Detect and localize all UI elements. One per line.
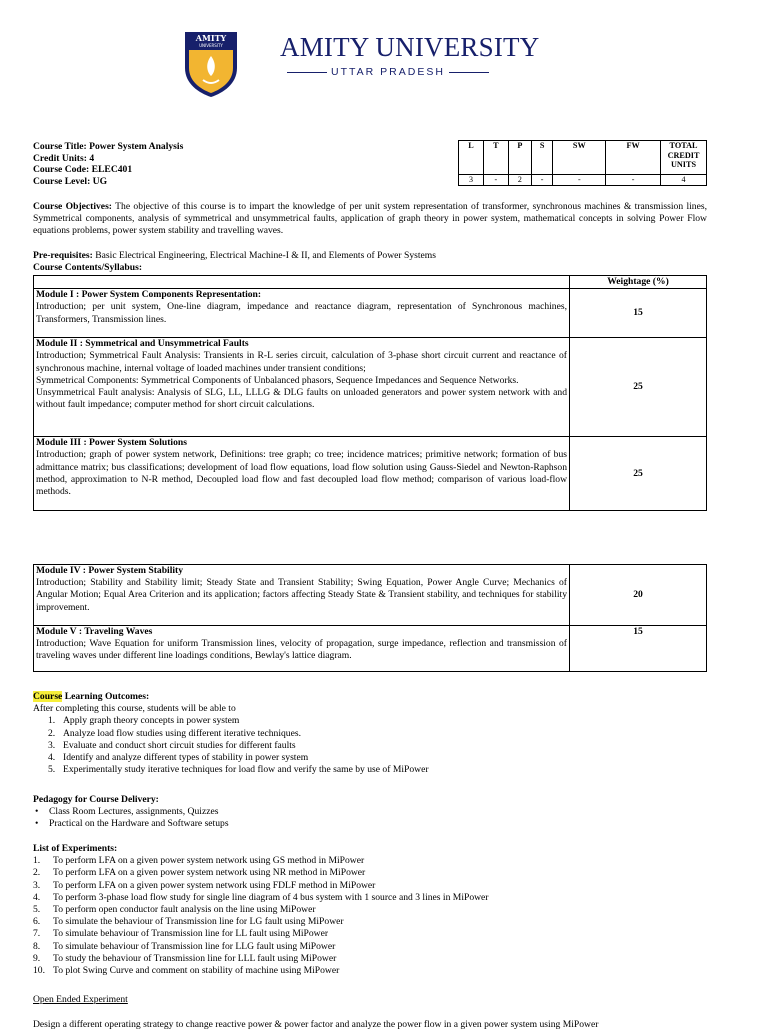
list-item: 10. To plot Swing Curve and comment on stability of machine using MiPower xyxy=(33,965,340,977)
ltp-header: P xyxy=(508,141,531,175)
module-weight: 25 xyxy=(570,338,707,437)
ltp-header: TOTAL CREDIT UNITS xyxy=(661,141,707,175)
module-row xyxy=(34,565,707,626)
list-item: • Practical on the Hardware and Software setups xyxy=(35,818,229,830)
list-item: 8. To simulate behaviour of Transmission line for LLG fault using MiPower xyxy=(33,940,336,952)
open-ended-text: Design a different operating strategy to change reactive power & power factor and analyze the power flow in a given power system using MiPower xyxy=(33,1019,599,1030)
experiments-label: List of Experiments: xyxy=(33,843,118,854)
outcomes-list xyxy=(33,715,707,776)
module-weight: 20 xyxy=(570,565,707,626)
module-body: Symmetrical Components: Symmetrical Components of Unbalanced phasors, Sequence Impedances and Sequence Networks. xyxy=(36,374,519,386)
course-title: Course Title: Power System Analysis xyxy=(33,141,184,152)
module-body: Introduction; Symmetrical Fault Analysis: Transients in R-L series circuit, calculation of 3-phase short circuit current and reactance of synchronous machine, internal voltage of loaded machines under transient conditions; xyxy=(36,350,567,374)
prereq-text: Basic Electrical Engineering, Electrical Machine-I & II, and Elements of Power Systems xyxy=(92,250,436,261)
list-item: 2. Analyze load flow studies using different iterative techniques. xyxy=(48,727,301,739)
module-body: Introduction; graph of power system network, Definitions: tree graph; co tree; incidence matrices; primitive network; formation of bus admittance matrix; bus classifications; development of load flow equations, load flow solution using Gauss-Siedel and Newton-Raphson method, approximation to N-R method, Decoupled load flow and fast decoupled load flow method; comparison of various load-flow methods. xyxy=(36,449,567,498)
brand-subtitle xyxy=(283,66,493,78)
module-title: Module V : Traveling Waves xyxy=(36,626,153,637)
ltp-table xyxy=(458,140,707,186)
learning-outcomes xyxy=(33,691,707,776)
list-item: 5. To perform open conductor fault analysis on the line using MiPower xyxy=(33,904,316,916)
objectives-label: Course Objectives: xyxy=(33,201,112,212)
list-item: 3. Evaluate and conduct short circuit studies for different faults xyxy=(48,739,296,751)
logo-text-sub: UNIVERSITY xyxy=(199,43,223,48)
outcomes-intro: After completing this course, students will be able to xyxy=(33,703,236,715)
weightage-header: Weightage (%) xyxy=(570,276,707,289)
ltp-value: - xyxy=(531,175,552,186)
list-item: 4. To perform 3-phase load flow study for single line diagram of 4 bus system with 1 source and 3 lines in MiPower xyxy=(33,891,489,903)
credit-units: Credit Units: 4 xyxy=(33,152,95,164)
outcomes-heading xyxy=(33,691,707,703)
prerequisites xyxy=(33,250,707,262)
outcomes-label: Learning Outcomes: xyxy=(62,691,150,702)
list-item: 9. To study the behaviour of Transmission line for LLL fault using MiPower xyxy=(33,952,337,964)
module-row xyxy=(34,289,707,338)
list-item: 5. Experimentally study iterative techniques for load flow and verify the same by use of MiPower xyxy=(48,764,429,776)
brand-title: AMITY UNIVERSITY xyxy=(280,32,540,62)
module-title: Module IV : Power System Stability xyxy=(36,565,184,576)
ltp-value: - xyxy=(553,175,606,186)
pedagogy-label: Pedagogy for Course Delivery: xyxy=(33,794,159,805)
module-body: Unsymmetrical Fault analysis: Analysis of SLG, LL, LLLG & DLG faults on unloaded generators and power system network with and without fault impedance; computer method for short circuit calculations. xyxy=(36,387,567,411)
module-title: Module I : Power System Components Representation: xyxy=(36,289,262,301)
module-weight: 15 xyxy=(570,289,707,338)
ltp-value: - xyxy=(606,175,661,186)
list-item: 2. To perform LFA on a given power system network using NR method in MiPower xyxy=(33,867,366,879)
ltp-header: SW xyxy=(553,141,606,175)
course-code: Course Code: ELEC401 xyxy=(33,164,133,176)
list-item: 7. To simulate behaviour of Transmission line for LL fault using MiPower xyxy=(33,928,329,940)
list-item: 3. To perform LFA on a given power system network using FDLF method in MiPower xyxy=(33,879,376,891)
outcomes-label-highlight: Course xyxy=(33,691,63,702)
ltp-header: S xyxy=(531,141,552,175)
ltp-header: T xyxy=(483,141,508,175)
list-item: 4. Identify and analyze different types of stability in power system xyxy=(48,752,309,764)
experiments-list xyxy=(33,855,707,977)
contents-label: Course Contents/Syllabus: xyxy=(33,262,143,273)
syllabus-table-a xyxy=(33,275,707,511)
list-item: 6. To simulate the behaviour of Transmission line for LG fault using MiPower xyxy=(33,916,344,928)
ltp-value: 4 xyxy=(661,175,707,186)
module-row xyxy=(34,338,707,437)
objectives-text: The objective of this course is to impart the knowledge of per unit system representation of transformer, synchronous machines & transmission lines, Symmetrical components, analysis of symmetrical and unsymmetrical faults, application of graph theory in power system, mathematical concepts in solving Power Flow equations problems, power system stability and travelling waves. xyxy=(33,201,707,237)
ltp-value: 3 xyxy=(459,175,484,186)
prereq-label: Pre-requisites: xyxy=(33,250,93,261)
module-title: Module III : Power System Solutions xyxy=(36,437,187,449)
course-objectives xyxy=(33,201,707,238)
ltp-header: FW xyxy=(606,141,661,175)
experiments xyxy=(33,843,707,977)
module-title: Module II : Symmetrical and Unsymmetrical Faults xyxy=(36,338,249,350)
module-weight: 15 xyxy=(570,626,707,672)
ltp-value: - xyxy=(483,175,508,186)
logo-text-top: AMITY xyxy=(195,33,227,43)
module-body: Introduction; Stability and Stability limit; Steady State and Transient Stability; Swing Equation, Power Angle Curve; Mechanics of Angular Motion; Equal Area Criterion and its application; factors affecting Steady State & Transient stability, and techniques for stability improvement. xyxy=(36,577,567,613)
module-weight: 25 xyxy=(570,437,707,511)
amity-logo xyxy=(183,30,239,98)
pedagogy-list xyxy=(33,806,707,830)
list-item: 1. To perform LFA on a given power system network using GS method in MiPower xyxy=(33,855,365,867)
pedagogy xyxy=(33,794,707,831)
module-row xyxy=(34,437,707,511)
list-item: 1. Apply graph theory concepts in power system xyxy=(48,715,240,727)
course-info xyxy=(33,141,183,187)
module-row xyxy=(34,626,707,672)
ltp-header: L xyxy=(459,141,484,175)
syllabus-table-b xyxy=(33,564,707,672)
open-ended-label: Open Ended Experiment xyxy=(33,994,128,1005)
module-body: Introduction; per unit system, One-line diagram, impedance and reactance diagram, representation of Synchronous machines, Transformers, Transmission lines. xyxy=(36,301,567,325)
course-level: Course Level: UG xyxy=(33,175,108,187)
brand-subtitle-text: UTTAR PRADESH xyxy=(331,66,445,78)
list-item: • Class Room Lectures, assignments, Quizzes xyxy=(35,806,219,818)
module-body: Introduction; Wave Equation for uniform Transmission lines, velocity of propagation, surge impedance, reflection and transmission of traveling waves under different line loadings conditions, Bewlay's lattice diagram. xyxy=(36,638,567,662)
ltp-value: 2 xyxy=(508,175,531,186)
